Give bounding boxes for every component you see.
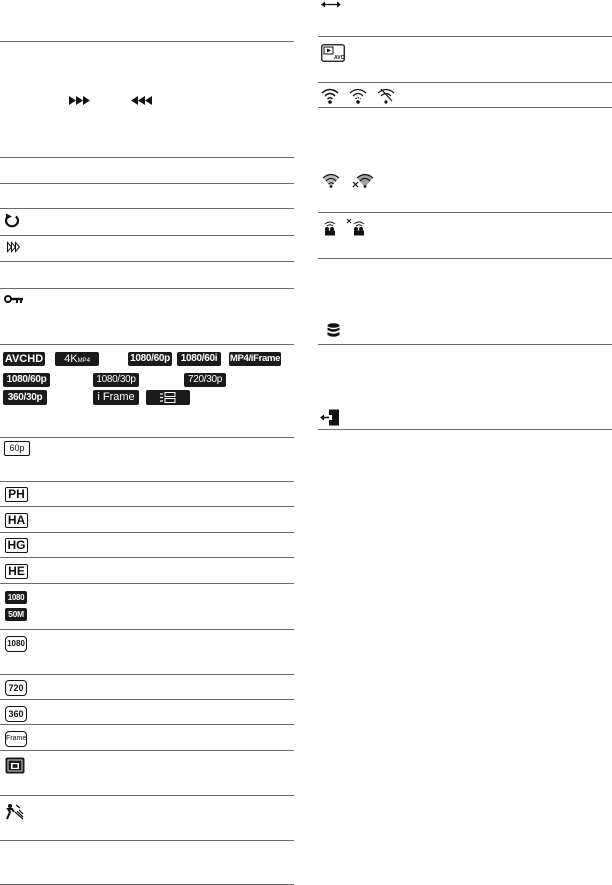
divider xyxy=(0,506,294,507)
divider xyxy=(0,795,294,796)
menu-list-icon xyxy=(146,390,190,405)
he-icon: HE xyxy=(5,564,28,579)
360-icon: 360 xyxy=(5,706,27,722)
50m-icon: 50M xyxy=(5,608,27,621)
repeat-icon xyxy=(4,213,20,228)
divider xyxy=(0,840,294,841)
divider xyxy=(0,235,294,236)
1080-black-icon: 1080 xyxy=(5,591,27,604)
wifi-medium-icon xyxy=(349,86,367,104)
divider xyxy=(318,36,612,37)
camera-remote-icon xyxy=(322,220,338,236)
frame-advance-icon xyxy=(7,242,21,252)
divider xyxy=(0,288,294,289)
key-icon xyxy=(4,294,24,304)
1080-icon: 1080 xyxy=(5,636,27,652)
60p-icon: 60p xyxy=(4,441,30,456)
exit-icon xyxy=(320,409,340,426)
divider xyxy=(0,183,294,184)
720-30p-badge: 720/30p xyxy=(184,373,226,387)
divider xyxy=(0,344,294,345)
wifi-strong-icon xyxy=(321,86,339,104)
1080-60i-badge: 1080/60i xyxy=(177,352,221,366)
database-icon xyxy=(327,323,340,338)
ph-icon: PH xyxy=(5,487,28,502)
playback-screen-icon xyxy=(321,44,345,62)
divider xyxy=(0,583,294,584)
divider xyxy=(0,157,294,158)
hg-icon: HG xyxy=(5,538,28,553)
1080-60p-badge: 1080/60p xyxy=(128,352,172,366)
4k-photo-icon xyxy=(5,757,25,774)
mp4-label: MP4 xyxy=(77,358,90,364)
divider xyxy=(0,674,294,675)
avchd-badge: AVCHD xyxy=(4,353,44,365)
4k-label: 4K xyxy=(64,353,78,365)
720-icon: 720 xyxy=(5,680,27,696)
divider xyxy=(0,557,294,558)
divider xyxy=(318,344,612,345)
playback-avc-label: AVC xyxy=(334,55,345,61)
fast-forward-icon xyxy=(69,96,91,105)
divider xyxy=(318,107,612,108)
double-arrow-icon xyxy=(321,1,341,8)
4k-mp4-badge xyxy=(55,352,99,366)
divider xyxy=(318,82,612,83)
camera-remote-off-icon xyxy=(346,218,370,236)
divider xyxy=(0,724,294,725)
scene-icon xyxy=(4,803,24,820)
divider xyxy=(0,629,294,630)
wifi-disabled-icon xyxy=(352,172,376,188)
360-30p-badge: 360/30p xyxy=(3,390,47,405)
divider xyxy=(0,699,294,700)
frame-icon: Frame xyxy=(5,731,27,747)
mp4-iframe-badge: MP4/iFrame xyxy=(229,353,281,364)
wifi-icon xyxy=(322,172,340,188)
divider xyxy=(318,258,612,259)
rewind-icon xyxy=(131,96,153,105)
divider xyxy=(0,481,294,482)
divider xyxy=(0,532,294,533)
divider xyxy=(0,261,294,262)
ha-icon: HA xyxy=(5,513,28,528)
divider xyxy=(0,750,294,751)
divider xyxy=(0,208,294,209)
divider xyxy=(0,41,294,42)
divider xyxy=(318,212,612,213)
1080-30p-badge: 1080/30p xyxy=(93,373,139,387)
divider xyxy=(318,429,612,430)
divider xyxy=(0,437,294,438)
1080-60p-mp4-badge: 1080/60p xyxy=(3,373,50,387)
iframe-badge: i Frame xyxy=(93,390,139,405)
wifi-off-icon xyxy=(377,86,395,104)
